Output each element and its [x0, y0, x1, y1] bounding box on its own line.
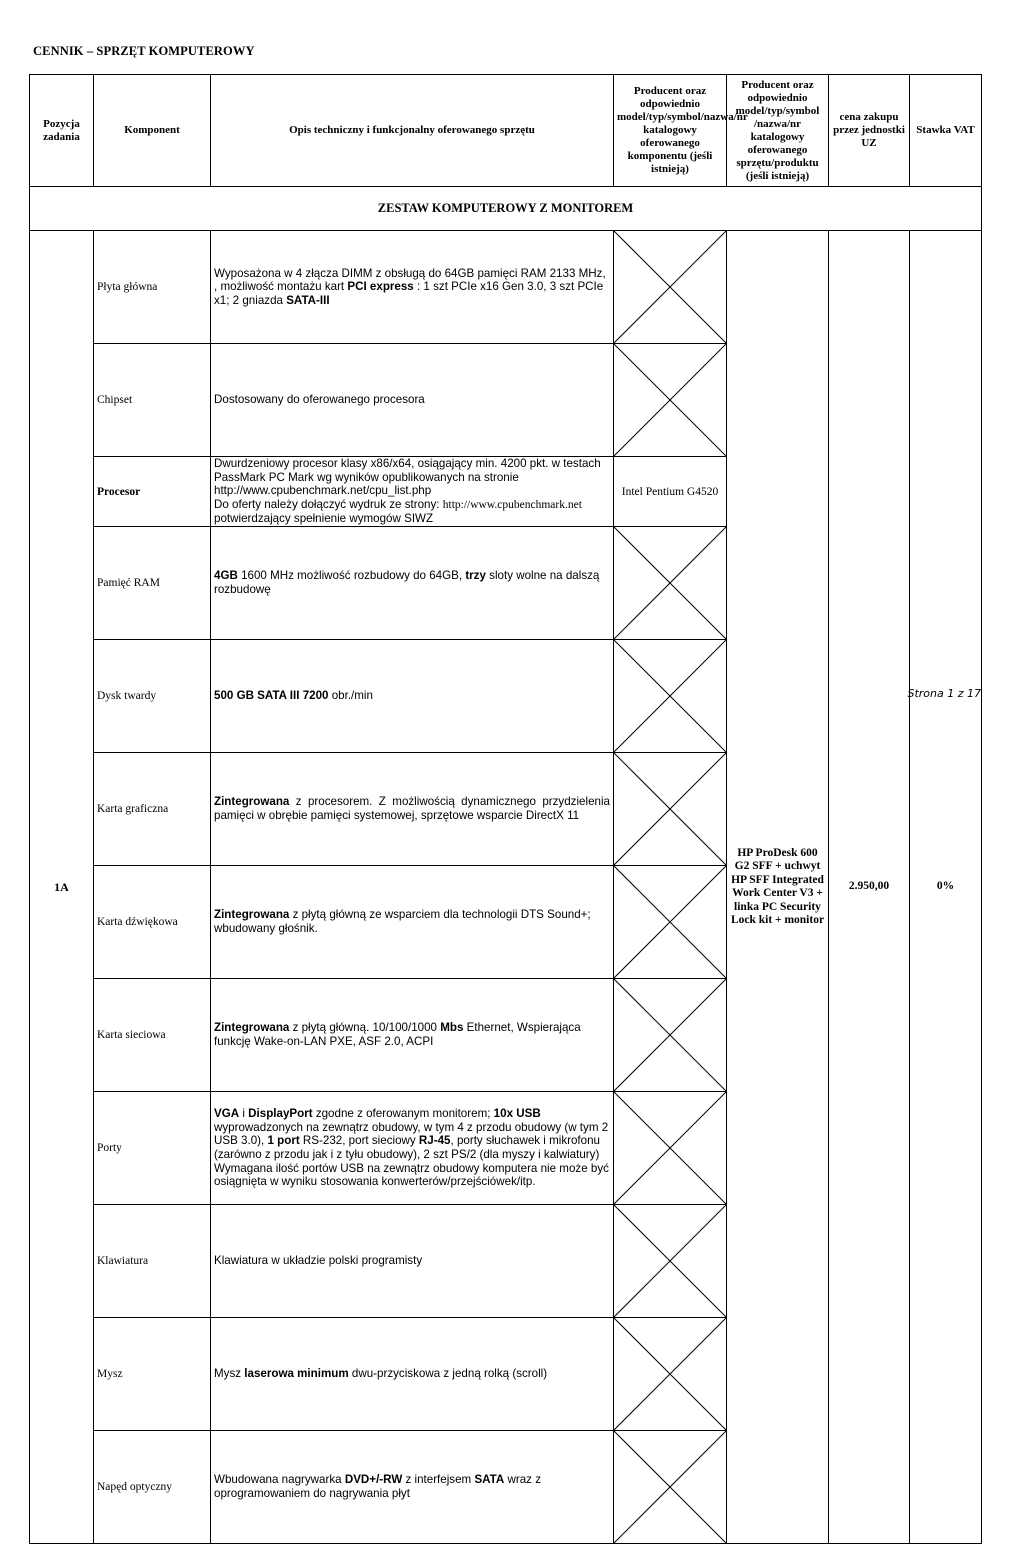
component-description: Wyposażona w 4 złącza DIMM z obsługą do 64GB pamięci RAM 2133 MHz, , możliwość montażu kart PCI express : 1 szt PCIe x16 Gen 3.0, 3 szt PCIe x1; 2 gniazda SATA-III — [211, 231, 614, 344]
component-name: Dysk twardy — [94, 640, 211, 753]
crossed-out-cell — [614, 527, 727, 640]
product-model-cell: HP ProDesk 600 G2 SFF + uchwyt HP SFF Integrated Work Center V3 + linka PC Security Lock kit + monitor — [727, 231, 829, 1544]
table-row — [30, 231, 982, 344]
component-name: Karta graficzna — [94, 753, 211, 866]
component-name: Płyta główna — [94, 231, 211, 344]
section-row — [30, 187, 982, 231]
header-component-manufacturer: Producent oraz odpowiednio model/typ/symbol/nazwa/nr katalogowy oferowanego komponentu (jeśli istnieją) — [614, 75, 727, 187]
crossed-out-cell — [614, 1092, 727, 1205]
section-title: ZESTAW KOMPUTEROWY Z MONITOREM — [30, 187, 982, 231]
component-name: Karta dźwiękowa — [94, 866, 211, 979]
crossed-out-cell — [614, 344, 727, 457]
crossed-out-cell — [614, 1431, 727, 1544]
component-name: Pamięć RAM — [94, 527, 211, 640]
component-description: Dostosowany do oferowanego procesora — [211, 344, 614, 457]
table-header-row — [30, 75, 982, 187]
component-name: Chipset — [94, 344, 211, 457]
header-position: Pozycja zadania — [30, 75, 94, 187]
component-description: Zintegrowana z płytą główną. 10/100/1000 Mbs Ethernet, Wspierająca funkcję Wake-on-LAN PXE, ASF 2.0, ACPI — [211, 979, 614, 1092]
header-product-manufacturer: Producent oraz odpowiednio model/typ/symbol /nazwa/nr katalogowy oferowanego sprzętu/produktu (jeśli istnieją) — [727, 75, 829, 187]
component-name: Porty — [94, 1092, 211, 1205]
component-description: Wbudowana nagrywarka DVD+/-RW z interfejsem SATA wraz z oprogramowaniem do nagrywania płyt — [211, 1431, 614, 1544]
crossed-out-cell — [614, 640, 727, 753]
price-table — [29, 74, 982, 1544]
component-description: Dwurdzeniowy procesor klasy x86/x64, osiągający min. 4200 pkt. w testach PassMark PC Mark wg wyników opublikowanych na stronie http://www.cpubenchmark.net/cpu_list.php Do oferty należy dołączyć wydruk ze strony: http://www.cpubenchmark.net potwierdzający spełnienie wymogów SIWZ — [211, 457, 614, 527]
crossed-out-cell — [614, 753, 727, 866]
component-description: Klawiatura w układzie polski programisty — [211, 1205, 614, 1318]
component-description: VGA i DisplayPort zgodne z oferowanym monitorem; 10x USB wyprowadzonych na zewnątrz obudowy, w tym 4 z przodu obudowy (w tym 2 USB 3.0), 1 port RS-232, port sieciowy RJ-45, porty słuchawek i mikrofonu (zarówno z przodu jak i z tyłu obudowy), 2 szt PS/2 (dla myszy i kalwiatury) Wymagana ilość portów USB na zewnątrz obudowy komputera nie może być osiągnięta w wyniku stosowania konwerterów/przejściówek/itp. — [211, 1092, 614, 1205]
crossed-out-cell — [614, 231, 727, 344]
component-description: 500 GB SATA III 7200 obr./min — [211, 640, 614, 753]
price-cell: 2.950,00 — [829, 231, 910, 1544]
component-description: 4GB 1600 MHz możliwość rozbudowy do 64GB, trzy sloty wolne na dalszą rozbudowę — [211, 527, 614, 640]
component-description: Zintegrowana z płytą główną ze wsparciem dla technologii DTS Sound+; wbudowany głośnik. — [211, 866, 614, 979]
component-name: Mysz — [94, 1318, 211, 1431]
crossed-out-cell — [614, 1205, 727, 1318]
document-title: CENNIK – SPRZĘT KOMPUTEROWY — [33, 44, 255, 58]
header-unit-price: cena zakupu przez jednostki UZ — [829, 75, 910, 187]
page-number: Strona 1 z 17 — [907, 687, 981, 700]
crossed-out-cell — [614, 979, 727, 1092]
component-description: Zintegrowana z procesorem. Z możliwością dynamicznego przydzielenia pamięci w obrębie pamięci systemowej, sprzętowe wsparcie DirectX 11 — [211, 753, 614, 866]
vat-cell: 0% — [910, 231, 982, 1544]
component-name: Napęd optyczny — [94, 1431, 211, 1544]
component-name: Karta sieciowa — [94, 979, 211, 1092]
crossed-out-cell — [614, 1318, 727, 1431]
component-name: Procesor — [94, 457, 211, 527]
position-cell: 1A — [30, 231, 94, 1544]
header-vat-rate: Stawka VAT — [910, 75, 982, 187]
header-component: Komponent — [94, 75, 211, 187]
component-description: Mysz laserowa minimum dwu-przyciskowa z jedną rolką (scroll) — [211, 1318, 614, 1431]
processor-model-cell: Intel Pentium G4520 — [614, 457, 727, 527]
header-description: Opis techniczny i funkcjonalny oferowanego sprzętu — [211, 75, 614, 187]
crossed-out-cell — [614, 866, 727, 979]
component-name: Klawiatura — [94, 1205, 211, 1318]
